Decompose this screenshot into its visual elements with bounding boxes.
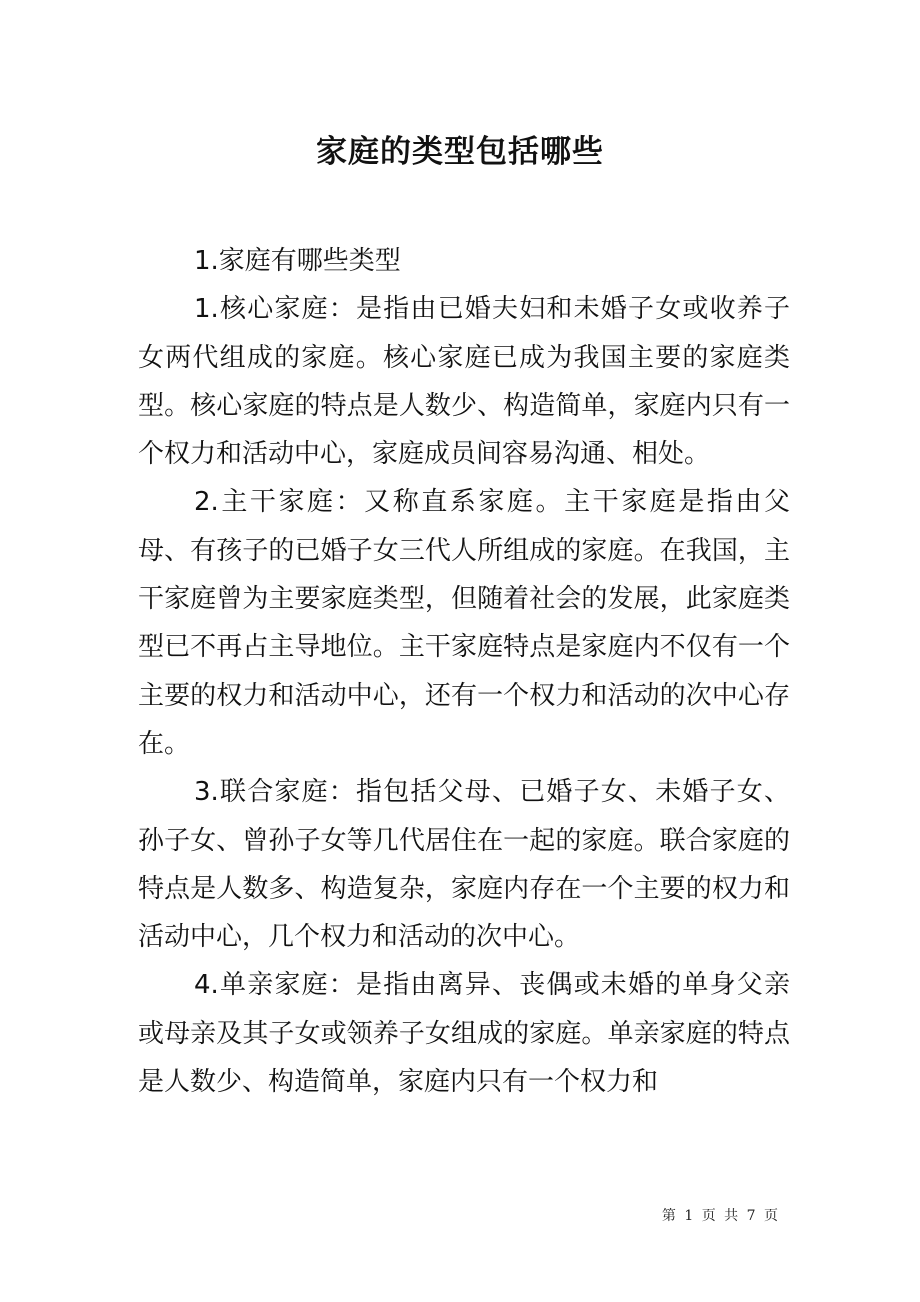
- paragraph-stem-family: 2.主干家庭：又称直系家庭。主干家庭是指由父母、有孩子的已婚子女三代人所组成的家庭。在我国，主干家庭曾为主要家庭类型，但随着社会的发展，此家庭类型已不再占主导地位。主干家庭特点是家庭内不仅有一个主要的权力和活动中心，还有一个权力和活动的次中心存在。: [138, 487, 790, 759]
- section-heading: 1.家庭有哪些类型: [194, 246, 401, 276]
- paragraph-single-parent-family: 4.单亲家庭：是指由离异、丧偶或未婚的单身父亲或母亲及其子女或领养子女组成的家庭。单亲家庭的特点是人数少、构造简单，家庭内只有一个权力和: [138, 970, 790, 1098]
- paragraph-joint-family: 3.联合家庭：指包括父母、已婚子女、未婚子女、孙子女、曾孙子女等几代居住在一起的家庭。联合家庭的特点是人数多、构造复杂，家庭内存在一个主要的权力和活动中心，几个权力和活动的次中心。: [138, 777, 790, 953]
- page-footer: 第 1 页 共 7 页: [661, 1208, 780, 1224]
- document-title: 家庭的类型包括哪些: [316, 134, 604, 170]
- document-body: [138, 237, 790, 1106]
- paragraph-nuclear-family: 1.核心家庭：是指由已婚夫妇和未婚子女或收养子女两代组成的家庭。核心家庭已成为我国主要的家庭类型。核心家庭的特点是人数少、构造简单，家庭内只有一个权力和活动中心，家庭成员间容易沟通、相处。: [138, 294, 790, 470]
